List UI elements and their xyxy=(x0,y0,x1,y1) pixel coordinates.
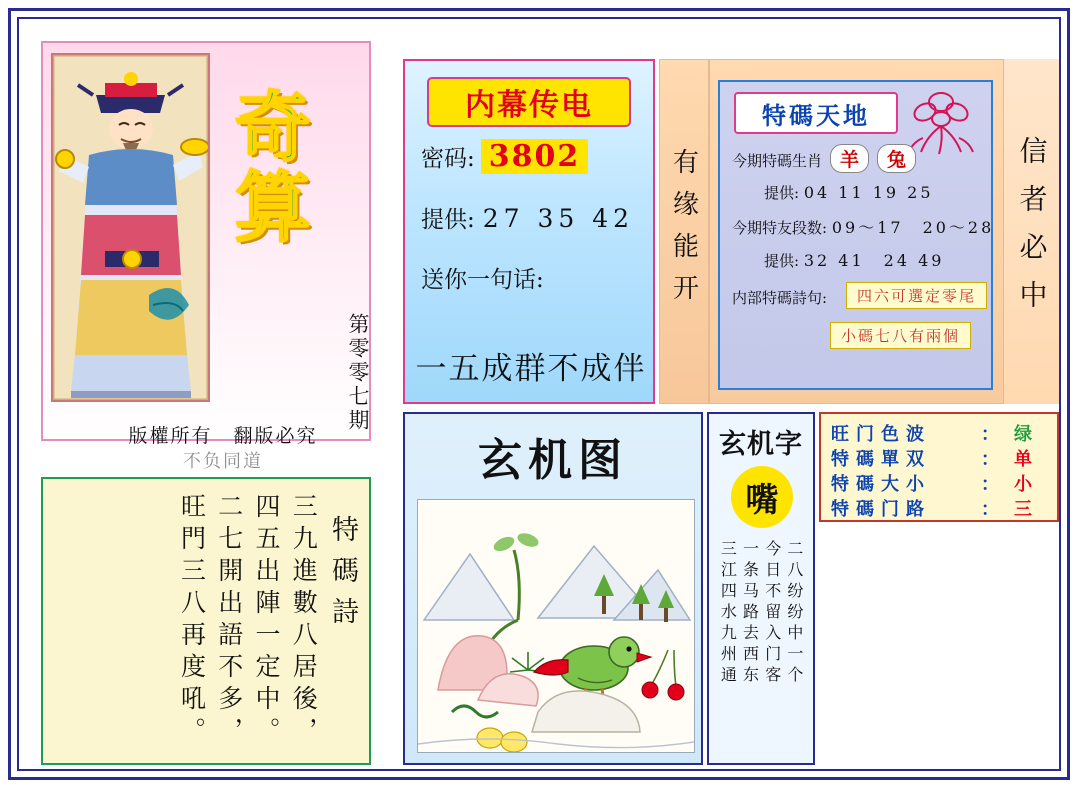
prediction-value: 单 xyxy=(1014,449,1032,470)
xuanjizi-line: 今日不留入门客 xyxy=(762,540,782,687)
prediction-colon: ： xyxy=(981,499,999,520)
prediction-label: 旺门色波 xyxy=(831,424,931,445)
tema-friend-label: 今期特友段数: xyxy=(732,219,828,237)
xuanjizi-big-char: 嘴 xyxy=(731,466,793,528)
copyright-notice: 版權所有 翻版必究 xyxy=(128,425,318,447)
youyuan-banner xyxy=(659,59,709,404)
tema-zodiac-b: 兔 xyxy=(877,144,916,173)
youyuan-text: 有缘能开 xyxy=(668,147,699,316)
neimu-password-row xyxy=(421,139,588,174)
neimu-phrase-label: 送你一句话: xyxy=(421,267,544,293)
prediction-value: 三 xyxy=(1014,499,1032,520)
blank-area xyxy=(819,527,1059,765)
caishen-figure-icon xyxy=(53,55,208,400)
prediction-row xyxy=(831,472,1047,494)
tema-friend-row xyxy=(732,215,994,238)
poster-root xyxy=(8,8,1070,780)
tema-poem-box xyxy=(41,477,371,765)
prediction-colon: ： xyxy=(981,424,999,445)
prediction-value: 绿 xyxy=(1014,424,1032,445)
prediction-colon: ： xyxy=(981,474,999,495)
xuanjitu-illustration xyxy=(417,499,695,753)
tema-inner-poem-1: 四六可選定零尾 xyxy=(846,282,987,309)
tema-title: 特碼天地 xyxy=(734,92,898,134)
copyright-notice-secondary: 不负同道 xyxy=(183,451,263,472)
page-title: 奇算 xyxy=(235,83,311,252)
prediction-label: 特碼大小 xyxy=(831,474,931,495)
tema-poem-line: 三九進數八居後， xyxy=(289,493,319,749)
tema-supply2-value: 32 41 24 49 xyxy=(803,251,945,270)
xinzhe-text: 信者必中 xyxy=(1015,135,1049,328)
xuanjizi-line: 三江四水九州通 xyxy=(718,540,738,687)
tema-poem-line: 二七開出語不多， xyxy=(214,493,244,749)
tema-zodiac-label: 今期特碼生肖 xyxy=(732,152,823,170)
tema-poem-columns xyxy=(53,489,359,753)
neimu-supply-value: 27 35 42 xyxy=(482,204,635,233)
xinzhe-banner xyxy=(1004,59,1059,404)
tema-poem-line: 四五出陣一定中。 xyxy=(252,493,281,749)
tema-supply1-row xyxy=(764,182,934,203)
prediction-label: 特碼门路 xyxy=(831,499,931,520)
prediction-colon: ： xyxy=(981,449,999,470)
xuanjizi-line: 二八纷纷中一个 xyxy=(784,540,804,687)
tema-card xyxy=(718,80,993,390)
tema-zodiac-a: 羊 xyxy=(830,144,869,173)
xuanjizi-panel xyxy=(707,412,815,765)
tema-inner-poem-label: 内部特碼詩句: xyxy=(732,289,828,307)
prediction-row xyxy=(831,422,1047,444)
prediction-value: 小 xyxy=(1014,474,1032,495)
xuanjitu-title: 玄机图 xyxy=(478,435,628,486)
prediction-label: 特碼單双 xyxy=(831,449,931,470)
tema-zodiac-row xyxy=(732,144,916,173)
poster-inner-border xyxy=(17,17,1061,771)
god-illustration xyxy=(51,53,210,402)
tema-inner-poem-2: 小碼七八有兩個 xyxy=(830,322,971,349)
prediction-row xyxy=(831,497,1047,519)
neimu-phrase-text: 一五成群不成伴 xyxy=(415,351,647,387)
tema-poem-line: 旺門三八再度吼。 xyxy=(177,493,207,749)
tema-supply1-label: 提供: xyxy=(764,184,800,202)
neimu-supply-label: 提供: xyxy=(421,207,475,233)
neimu-panel xyxy=(403,59,655,404)
neimu-password-value: 3802 xyxy=(481,139,589,174)
tema-poem-title: 特碼詩 xyxy=(327,515,358,638)
tema-supply2-row xyxy=(764,248,944,271)
landscape-bird-icon xyxy=(418,500,694,752)
xuanjizi-title: 玄机字 xyxy=(719,429,803,460)
god-panel xyxy=(41,41,371,472)
neimu-supply-row xyxy=(421,201,634,234)
prediction-row xyxy=(831,447,1047,469)
xuanjizi-columns xyxy=(715,540,807,757)
predictions-panel xyxy=(819,412,1059,522)
xuanjizi-line: 一条马路去西东 xyxy=(740,540,760,687)
issue-number: 第零零七期 xyxy=(346,313,370,433)
tema-supply2-label: 提供: xyxy=(764,252,800,270)
neimu-password-label: 密码: xyxy=(421,146,475,172)
xuanjitu-panel xyxy=(403,412,703,765)
tema-zone xyxy=(709,59,1004,404)
neimu-title: 内幕传电 xyxy=(427,77,631,127)
tema-supply1-value: 04 11 19 25 xyxy=(803,183,934,202)
tema-friend-value: 09～17 20～28 xyxy=(831,218,995,237)
